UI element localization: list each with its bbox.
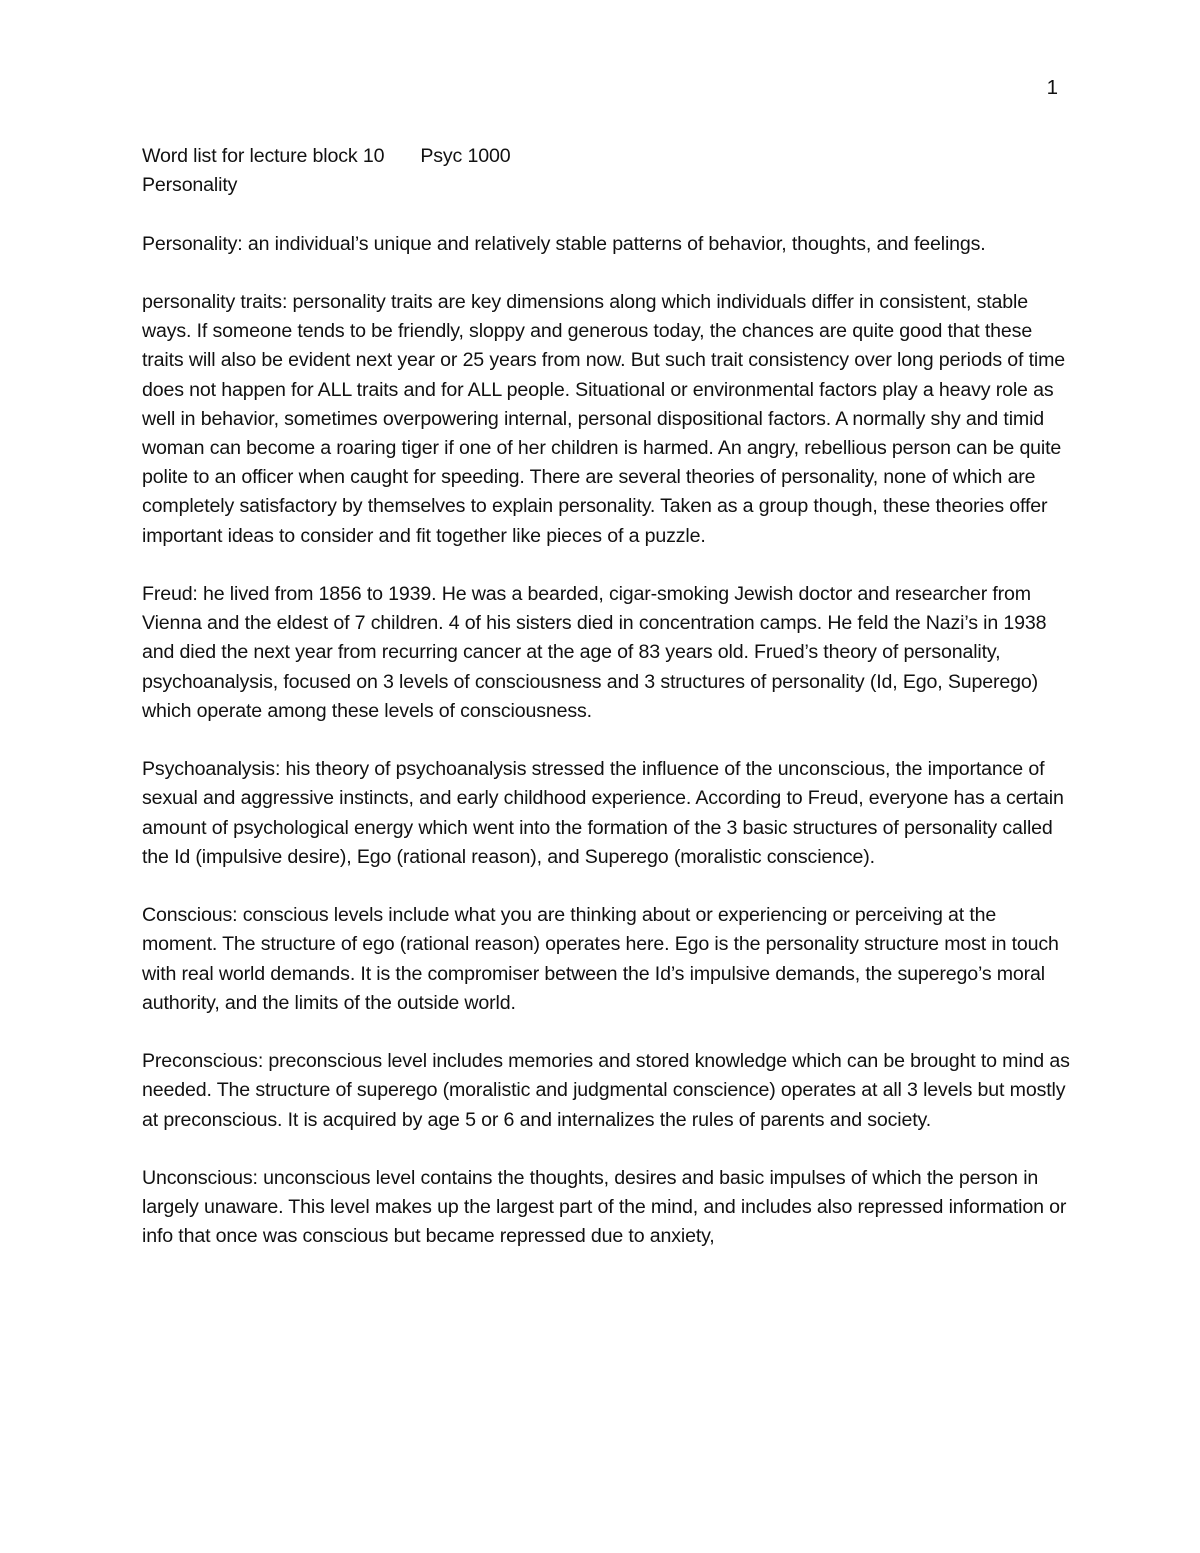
paragraph-psychoanalysis: Psychoanalysis: his theory of psychoanalysis stressed the influence of the unconscious, the importance of sexual and aggressive instincts, and early childhood experience. According to Freud, everyone has a certain amount of psychological energy which went into the formation of the 3 basic structures of personality called the Id (impulsive desire), Ego (rational reason), and Superego (moralistic conscience). (142, 758, 1064, 868)
course-code: Psyc 1000 (420, 145, 511, 167)
page-number: 1 (1046, 76, 1058, 99)
paragraph-personality: Personality: an individual’s unique and relatively stable patterns of behavior, thoughts, and feelings. (142, 232, 986, 255)
paragraph-personality-traits: personality traits: personality traits are key dimensions along which individuals differ in consistent, stable ways. If someone tends to be friendly, sloppy and generous today, the chances are quite good that these traits will also be evident next year or 25 years from now. But such trait consistency over long periods of time does not happen for ALL traits and for ALL people. Situational or environmental factors play a heavy role as well in behavior, sometimes overpowering internal, personal dispositional factors. A normally shy and timid woman can become a roaring tiger if one of her children is harmed. An angry, rebellious person can be quite polite to an officer when caught for speeding. There are several theories of personality, none of which are completely satisfactory by themselves to explain personality. Taken as a group though, these theories offer important ideas to consider and fit together like pieces of a puzzle. (142, 290, 1066, 547)
paragraph-preconscious: Preconscious: preconscious level includes memories and stored knowledge which can be brought to mind as needed. The structure of superego (moralistic and judgmental conscience) operates at all 3 levels but mostly at preconscious. It is acquired by age 5 or 6 and internalizes the rules of parents and society. (142, 1050, 1070, 1131)
document-header (142, 142, 1072, 171)
document-subtitle: Personality (142, 174, 238, 197)
paragraph-conscious: Conscious: conscious levels include what you are thinking about or experiencing or perceiving at the moment. The structure of ego (rational reason) operates here. Ego is the personality structure most in touch with real world demands. It is the compromiser between the Id’s impulsive demands, the superego’s moral authority, and the limits of the outside world. (142, 904, 1059, 1014)
document-title: Word list for lecture block 10 (142, 145, 385, 167)
paragraph-freud: Freud: he lived from 1856 to 1939. He was a bearded, cigar-smoking Jewish doctor and researcher from Vienna and the eldest of 7 children. 4 of his sisters died in concentration camps. He feld the Nazi’s in 1938 and died the next year from recurring cancer at the age of 83 years old. Frued’s theory of personality, psychoanalysis, focused on 3 levels of consciousness and 3 structures of personality (Id, Ego, Superego) which operate among these levels of consciousness. (142, 583, 1047, 722)
paragraph-unconscious: Unconscious: unconscious level contains the thoughts, desires and basic impulses of which the person in largely unaware. This level makes up the largest part of the mind, and includes also repressed information or info that once was conscious but became repressed due to anxiety, (142, 1167, 1067, 1248)
document-body (142, 142, 1072, 1252)
